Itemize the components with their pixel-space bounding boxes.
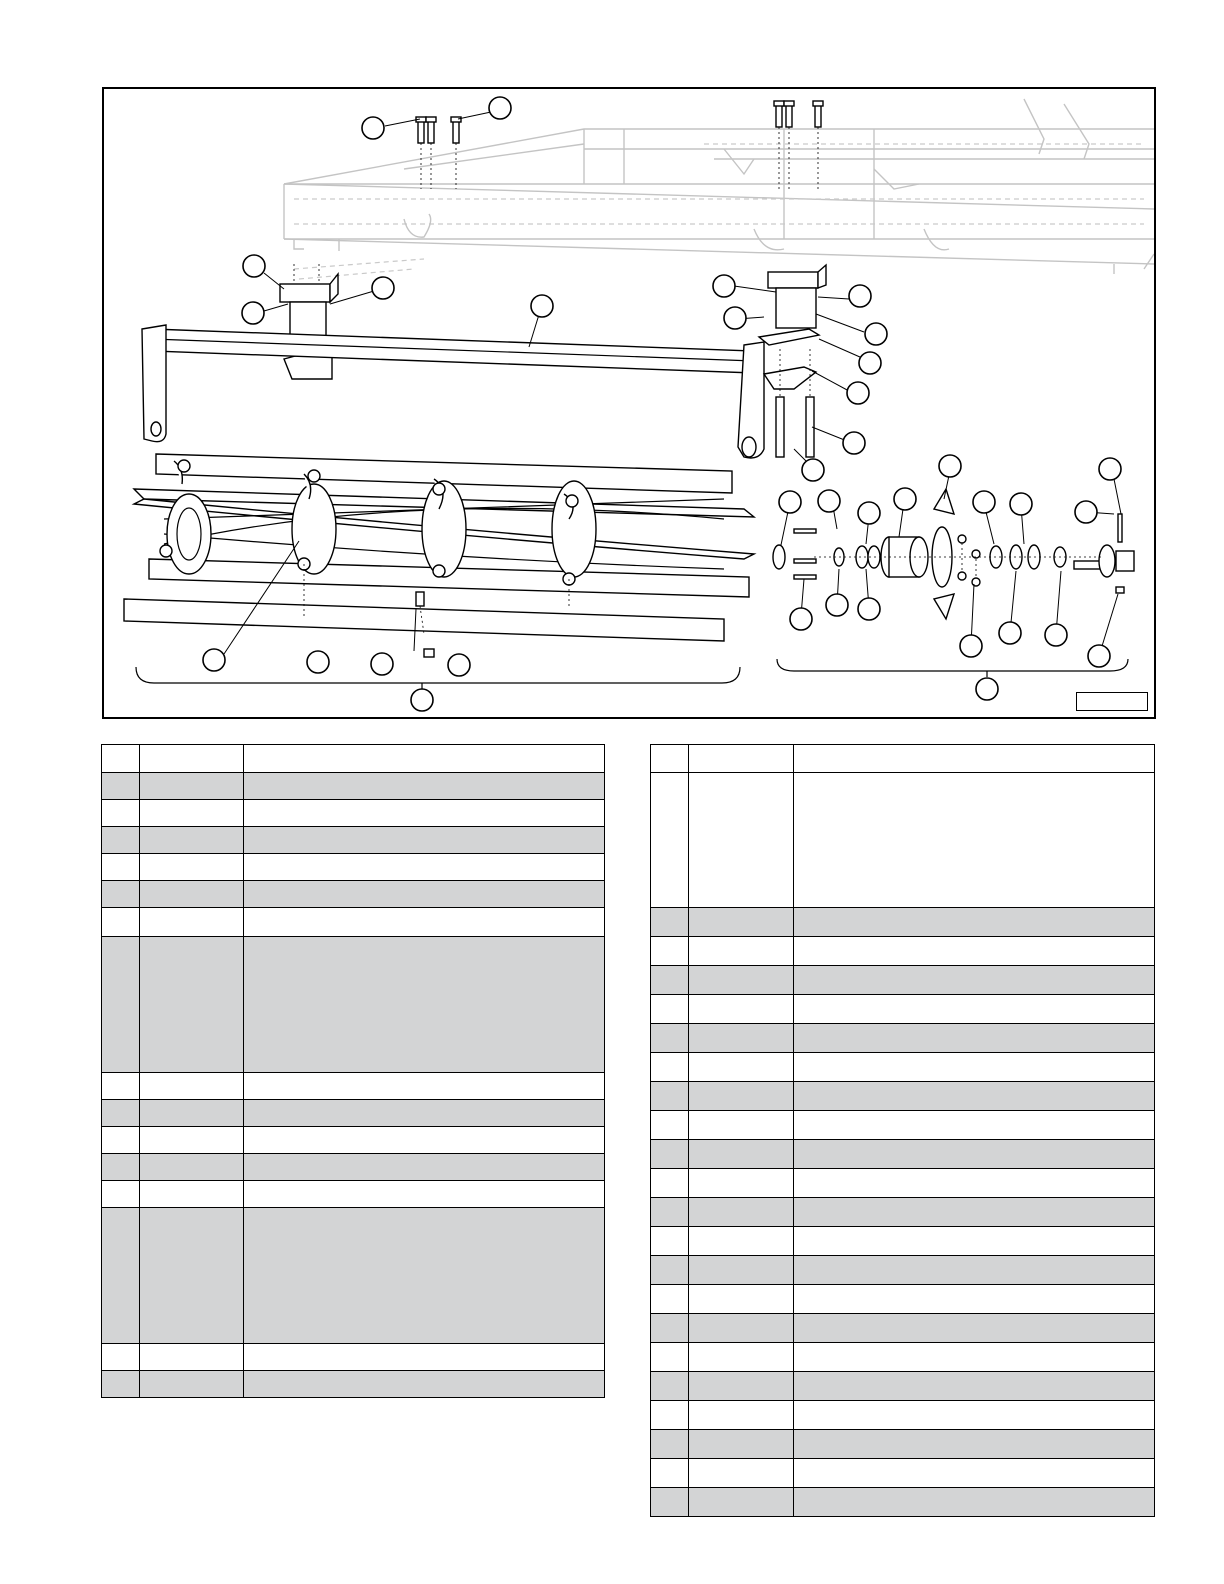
diagram-drawing	[104, 89, 1154, 717]
callout-c10	[865, 323, 887, 345]
row-item	[651, 1459, 689, 1488]
row-item	[651, 1053, 689, 1082]
table-row	[102, 1208, 605, 1344]
table-row	[651, 1082, 1155, 1111]
row-item	[102, 1181, 140, 1208]
row-part-number	[140, 1100, 244, 1127]
row-part-number	[689, 1053, 794, 1082]
callout-c19	[858, 502, 880, 524]
row-item	[651, 1256, 689, 1285]
row-item	[102, 1344, 140, 1371]
callout-c2	[489, 97, 511, 119]
table-row	[651, 1140, 1155, 1169]
row-part-number	[689, 1082, 794, 1111]
row-part-number	[689, 1488, 794, 1517]
table-row	[651, 1343, 1155, 1372]
callout-c27	[960, 635, 982, 657]
table-row	[102, 827, 605, 854]
table-row	[651, 1401, 1155, 1430]
row-part-number	[689, 773, 794, 908]
callout-c33	[371, 653, 393, 675]
row-item	[102, 854, 140, 881]
row-description	[794, 908, 1155, 937]
table-row	[102, 1154, 605, 1181]
main-beam	[142, 325, 764, 458]
row-part-number	[689, 1227, 794, 1256]
row-item	[102, 1127, 140, 1154]
row-description	[794, 1198, 1155, 1227]
row-part-number	[689, 1256, 794, 1285]
table-row	[102, 773, 605, 800]
row-description	[244, 1127, 605, 1154]
callout-c25	[826, 594, 848, 616]
row-description	[794, 773, 1155, 908]
row-description	[244, 854, 605, 881]
callout-c4	[242, 302, 264, 324]
row-description	[244, 1181, 605, 1208]
row-part-number	[140, 1371, 244, 1398]
callout-c29	[1045, 624, 1067, 646]
row-item	[651, 1111, 689, 1140]
table-row	[651, 1256, 1155, 1285]
callout-c28	[999, 622, 1021, 644]
row-item	[651, 995, 689, 1024]
row-item	[102, 1154, 140, 1181]
callout-c35	[411, 689, 433, 711]
row-item	[651, 1024, 689, 1053]
row-part-number	[140, 1154, 244, 1181]
row-part-number	[140, 827, 244, 854]
row-description	[794, 1111, 1155, 1140]
row-description	[794, 1227, 1155, 1256]
row-description	[794, 1314, 1155, 1343]
callout-c12	[847, 382, 869, 404]
row-item	[102, 1208, 140, 1344]
table-row	[102, 908, 605, 937]
row-item	[651, 1401, 689, 1430]
row-description	[794, 966, 1155, 995]
row-part-number	[689, 1372, 794, 1401]
table-row	[102, 881, 605, 908]
table-row	[651, 1024, 1155, 1053]
row-description	[244, 881, 605, 908]
row-item	[651, 1285, 689, 1314]
table-row	[102, 1371, 605, 1398]
callout-c17	[779, 491, 801, 513]
table-row	[102, 937, 605, 1073]
row-description	[794, 1053, 1155, 1082]
row-item	[102, 1073, 140, 1100]
row-description	[794, 1343, 1155, 1372]
table-row	[102, 854, 605, 881]
row-part-number	[689, 1430, 794, 1459]
callout-c20	[894, 488, 916, 510]
table-row	[651, 773, 1155, 908]
table-row	[651, 1430, 1155, 1459]
ghost-main-frame	[284, 99, 1154, 279]
table-row	[102, 1344, 605, 1371]
row-part-number	[689, 1285, 794, 1314]
table-row	[651, 1459, 1155, 1488]
row-item	[651, 1430, 689, 1459]
row-item	[651, 1343, 689, 1372]
row-part-number	[140, 1208, 244, 1344]
callout-c1	[362, 117, 384, 139]
row-item	[102, 908, 140, 937]
row-part-number	[140, 1127, 244, 1154]
row-item	[102, 881, 140, 908]
row-part-number	[140, 854, 244, 881]
brace-right	[777, 659, 1128, 671]
callout-c9	[849, 285, 871, 307]
table-row	[651, 1488, 1155, 1517]
callout-c21	[973, 491, 995, 513]
row-description	[794, 995, 1155, 1024]
row-item	[102, 1371, 140, 1398]
row-description	[244, 1073, 605, 1100]
parts-table-left	[101, 744, 605, 1398]
row-part-number	[689, 966, 794, 995]
row-part-number	[689, 995, 794, 1024]
row-item	[102, 937, 140, 1073]
callout-c26	[858, 598, 880, 620]
row-description	[794, 1024, 1155, 1053]
figure-reference-box	[1076, 692, 1148, 711]
row-item	[651, 966, 689, 995]
row-item	[651, 908, 689, 937]
row-description	[244, 1100, 605, 1127]
row-description	[794, 1169, 1155, 1198]
row-item	[651, 1488, 689, 1517]
row-description	[794, 1082, 1155, 1111]
row-description	[794, 1372, 1155, 1401]
callout-c5	[372, 277, 394, 299]
row-item	[102, 773, 140, 800]
callout-c36	[976, 678, 998, 700]
row-item	[102, 1100, 140, 1127]
row-part-number	[689, 1401, 794, 1430]
row-part-number	[689, 1198, 794, 1227]
callout-c13	[843, 432, 865, 454]
row-description	[794, 1401, 1155, 1430]
row-part-number	[140, 881, 244, 908]
row-part-number	[689, 1111, 794, 1140]
table-row	[651, 1285, 1155, 1314]
callout-c18	[818, 490, 840, 512]
table-row	[102, 1073, 605, 1100]
row-part-number	[689, 1169, 794, 1198]
table-row	[651, 908, 1155, 937]
header-description	[794, 745, 1155, 773]
header-item	[102, 745, 140, 773]
table-row	[651, 1198, 1155, 1227]
callout-c15	[939, 455, 961, 477]
row-description	[794, 1285, 1155, 1314]
table-row	[102, 1127, 605, 1154]
callout-c30	[1088, 645, 1110, 667]
row-item	[651, 1227, 689, 1256]
row-item	[651, 1198, 689, 1227]
row-description	[244, 1208, 605, 1344]
callout-c8	[724, 307, 746, 329]
callout-c6	[531, 295, 553, 317]
row-description	[244, 908, 605, 937]
table-header-row	[651, 745, 1155, 773]
row-description	[244, 1371, 605, 1398]
header-part-number	[689, 745, 794, 773]
row-part-number	[689, 1459, 794, 1488]
callout-c24	[790, 608, 812, 630]
row-part-number	[689, 1024, 794, 1053]
row-part-number	[689, 908, 794, 937]
row-part-number	[689, 1343, 794, 1372]
row-description	[794, 937, 1155, 966]
row-description	[244, 800, 605, 827]
header-description	[244, 745, 605, 773]
table-row	[651, 1227, 1155, 1256]
table-row	[651, 1053, 1155, 1082]
callout-c23	[1075, 501, 1097, 523]
row-part-number	[140, 773, 244, 800]
callout-c14	[802, 459, 824, 481]
row-description	[244, 1154, 605, 1181]
callout-c11	[859, 352, 881, 374]
exploded-parts-diagram	[102, 87, 1156, 719]
callout-c31	[203, 649, 225, 671]
table-row	[102, 1181, 605, 1208]
table-row	[651, 1111, 1155, 1140]
row-description	[794, 1140, 1155, 1169]
row-part-number	[689, 1140, 794, 1169]
callout-c16	[1099, 458, 1121, 480]
top-bolts-right	[774, 101, 823, 189]
table-row	[102, 1100, 605, 1127]
table-row	[651, 1314, 1155, 1343]
row-part-number	[140, 800, 244, 827]
parts-table-right	[650, 744, 1155, 1517]
row-item	[651, 773, 689, 908]
row-item	[651, 1082, 689, 1111]
row-item	[651, 1169, 689, 1198]
row-part-number	[140, 908, 244, 937]
row-description	[794, 1459, 1155, 1488]
table-row	[651, 995, 1155, 1024]
row-description	[244, 773, 605, 800]
table-header-row	[102, 745, 605, 773]
row-description	[244, 937, 605, 1073]
table-row	[651, 966, 1155, 995]
table-row	[651, 937, 1155, 966]
callout-c7	[713, 275, 735, 297]
callout-c22	[1010, 493, 1032, 515]
table-row	[651, 1169, 1155, 1198]
row-item	[102, 800, 140, 827]
row-part-number	[689, 1314, 794, 1343]
header-item	[651, 745, 689, 773]
row-item	[651, 937, 689, 966]
row-part-number	[140, 1073, 244, 1100]
table-row	[102, 800, 605, 827]
callout-c3	[243, 255, 265, 277]
left-mount-bracket	[280, 264, 338, 379]
row-part-number	[140, 1181, 244, 1208]
row-description	[794, 1256, 1155, 1285]
row-description	[794, 1430, 1155, 1459]
row-item	[651, 1314, 689, 1343]
row-part-number	[140, 937, 244, 1073]
table-row	[651, 1372, 1155, 1401]
row-description	[244, 1344, 605, 1371]
row-description	[244, 827, 605, 854]
row-part-number	[140, 1344, 244, 1371]
callout-c32	[307, 651, 329, 673]
brace-left	[136, 667, 740, 683]
row-item	[651, 1372, 689, 1401]
callout-c34	[448, 654, 470, 676]
header-part-number	[140, 745, 244, 773]
row-item	[102, 827, 140, 854]
row-item	[651, 1140, 689, 1169]
row-description	[794, 1488, 1155, 1517]
row-part-number	[689, 937, 794, 966]
basket-assembly	[124, 454, 754, 657]
